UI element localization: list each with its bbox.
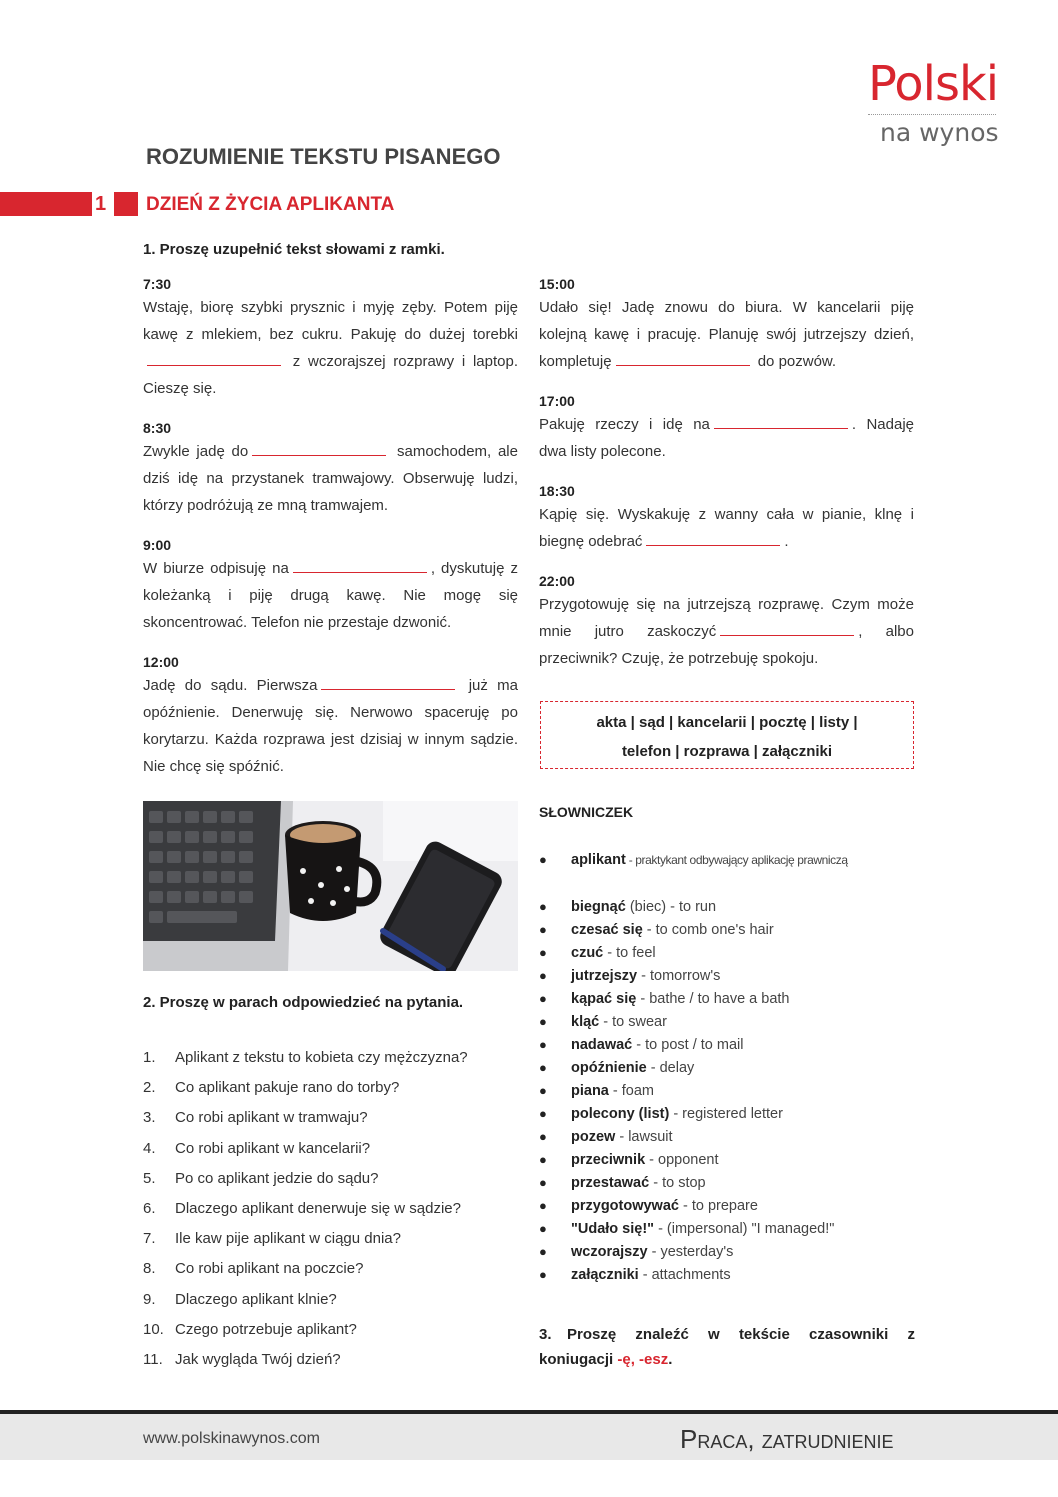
list-item: 6. Dlaczego aplikant denerwuje się w sądzie?: [143, 1199, 461, 1217]
list-item: 5. Po co aplikant jedzie do sądu?: [143, 1169, 379, 1187]
time-label: 15:00: [539, 276, 575, 292]
vocab-item: ● załączniki - attachments: [539, 1267, 731, 1283]
gap-blank[interactable]: [147, 351, 281, 366]
section-number: 1: [95, 193, 107, 215]
reading-right-column: [539, 276, 914, 672]
word-box-line: akta | sąd | kancelarii | pocztę | listy |: [596, 714, 858, 731]
reading-left-column: [143, 276, 518, 780]
vocab-item: ● przeciwnik - opponent: [539, 1152, 719, 1168]
vocab-item: ● przygotowywać - to prepare: [539, 1198, 758, 1214]
word-box: [540, 701, 914, 769]
photo-desk: [143, 801, 518, 971]
paragraph: Zwykle jadę do samochodem, ale dziś idę na przystanek tramwajowy. Obserwuję ludzi, którzy podróżują ze mną tramwajem.: [143, 443, 518, 514]
gap-blank[interactable]: [321, 675, 455, 690]
vocab-item: ● nadawać - to post / to mail: [539, 1037, 744, 1053]
vocab-item: ● przestawać - to stop: [539, 1175, 706, 1191]
vocab-item: ● opóźnienie - delay: [539, 1060, 695, 1076]
time-label: 12:00: [143, 654, 179, 670]
time-block: [143, 537, 518, 654]
question-list: [143, 1046, 523, 1378]
vocab-item: ● kąpać się - bathe / to have a bath: [539, 991, 790, 1007]
paragraph: Kąpię się. Wyskakuję z wanny cała w pianie, klnę i biegnę odebrać .: [539, 506, 914, 550]
list-item: 3. Co robi aplikant w tramwaju?: [143, 1109, 368, 1127]
time-block: [539, 573, 914, 672]
paragraph: Przygotowuję się na jutrzejszą rozprawę. Czym może mnie jutro zaskoczyć , albo przeciwnik? Czuję, że potrzebuję spokoju.: [539, 596, 914, 667]
gap-blank[interactable]: [646, 531, 780, 546]
footer-url: www.polskinawynos.com: [143, 1430, 320, 1447]
time-label: 22:00: [539, 573, 575, 589]
vocab-item: ● aplikant - praktykant odbywający aplikację prawniczą: [539, 852, 848, 868]
time-label: 18:30: [539, 483, 575, 499]
list-item: 4. Co robi aplikant w kancelarii?: [143, 1139, 371, 1157]
vocab-item: ● pozew - lawsuit: [539, 1129, 673, 1145]
vocab-item: ● "Udało się!" - (impersonal) "I managed!": [539, 1221, 835, 1237]
footer-section-name: Praca, zatrudnienie: [680, 1424, 894, 1454]
list-item: 8. Co robi aplikant na poczcie?: [143, 1260, 364, 1278]
vocab-item: ● kląć - to swear: [539, 1014, 667, 1030]
list-item: 1. Aplikant z tekstu to kobieta czy mężczyzna?: [143, 1049, 468, 1066]
page-title: ROZUMIENIE TEKSTU PISANEGO: [146, 144, 501, 169]
task-1-instruction: 1. Proszę uzupełnić tekst słowami z ramki.: [143, 241, 445, 258]
time-label: 8:30: [143, 420, 172, 436]
vocab-item: ● jutrzejszy - tomorrow's: [539, 968, 721, 984]
vocab-item: ● czuć - to feel: [539, 945, 656, 961]
logo-text: Polski: [868, 56, 999, 112]
section-bar: [0, 192, 92, 216]
task-2-instruction: 2. Proszę w parach odpowiedzieć na pytania.: [143, 994, 464, 1011]
vocab-title: SŁOWNICZEK: [539, 804, 634, 820]
section-square: [114, 192, 138, 216]
vocab-item: ● biegnąć (biec) - to run: [539, 899, 717, 915]
gap-blank[interactable]: [252, 441, 386, 456]
vocab-item: ● polecony (list) - registered letter: [539, 1106, 783, 1122]
task-3-instruction: 3. Proszę znaleźć w tekście czasowniki z koniugacji -ę, -esz.: [539, 1326, 915, 1368]
time-block: [143, 420, 518, 537]
gap-blank[interactable]: [616, 351, 750, 366]
time-label: 17:00: [539, 393, 575, 409]
word-box-line: telefon | rozprawa | załączniki: [621, 743, 833, 760]
gap-blank[interactable]: [293, 558, 427, 573]
vocab-item: ● piana - foam: [539, 1083, 654, 1099]
list-item: 10. Czego potrzebuje aplikant?: [143, 1320, 357, 1338]
paragraph: Udało się! Jadę znowu do biura. W kancelarii piję kolejną kawę i pracuję. Planuję swój jutrzejszy dzień, kompletuję do pozwów.: [539, 299, 914, 370]
paragraph: Jadę do sądu. Pierwsza już ma opóźnienie. Denerwuję się. Nerwowo spaceruję po korytarzu. Każda rozprawa jest dzisiaj w innym sądzie. Nie chcę się spóźnić.: [143, 677, 518, 775]
gap-blank[interactable]: [714, 414, 848, 429]
section-title: DZIEŃ Z ŻYCIA APLIKANTA: [146, 194, 395, 215]
list-item: 7. Ile kaw pije aplikant w ciągu dnia?: [143, 1230, 401, 1248]
photo-illustration: [143, 801, 518, 971]
vocab-list: [539, 848, 919, 1286]
logo-subtitle: na wynos: [880, 118, 999, 147]
time-block: [143, 276, 518, 410]
list-item: 11. Jak wygląda Twój dzień?: [143, 1350, 341, 1368]
time-block: [539, 393, 914, 483]
logo-divider: [868, 114, 996, 115]
gap-blank[interactable]: [720, 621, 854, 636]
time-label: 9:00: [143, 537, 172, 553]
time-block: [539, 483, 914, 573]
vocab-item: ● czesać się - to comb one's hair: [539, 922, 774, 938]
conjugation-highlight: -ę, -esz: [617, 1351, 669, 1368]
list-item: 2. Co aplikant pakuje rano do torby?: [143, 1079, 400, 1097]
paragraph: Wstaję, biorę szybki prysznic i myję zęby. Potem piję kawę z mlekiem, bez cukru. Pakuję do dużej torebki z wczorajszej rozprawy i laptop. Cieszę się.: [143, 299, 518, 397]
paragraph: Pakuję rzeczy i idę na . Nadaję dwa listy polecone.: [539, 416, 915, 460]
paragraph: W biurze odpisuję na , dyskutuję z koleżanką i piję drugą kawę. Nie mogę się skoncentrować. Telefon nie przestaje dzwonić.: [143, 560, 519, 631]
vocab-item: ● wczorajszy - yesterday's: [539, 1244, 734, 1260]
time-block: [539, 276, 914, 393]
time-block: [143, 654, 518, 780]
list-item: 9. Dlaczego aplikant klnie?: [143, 1290, 337, 1308]
time-label: 7:30: [143, 276, 172, 292]
